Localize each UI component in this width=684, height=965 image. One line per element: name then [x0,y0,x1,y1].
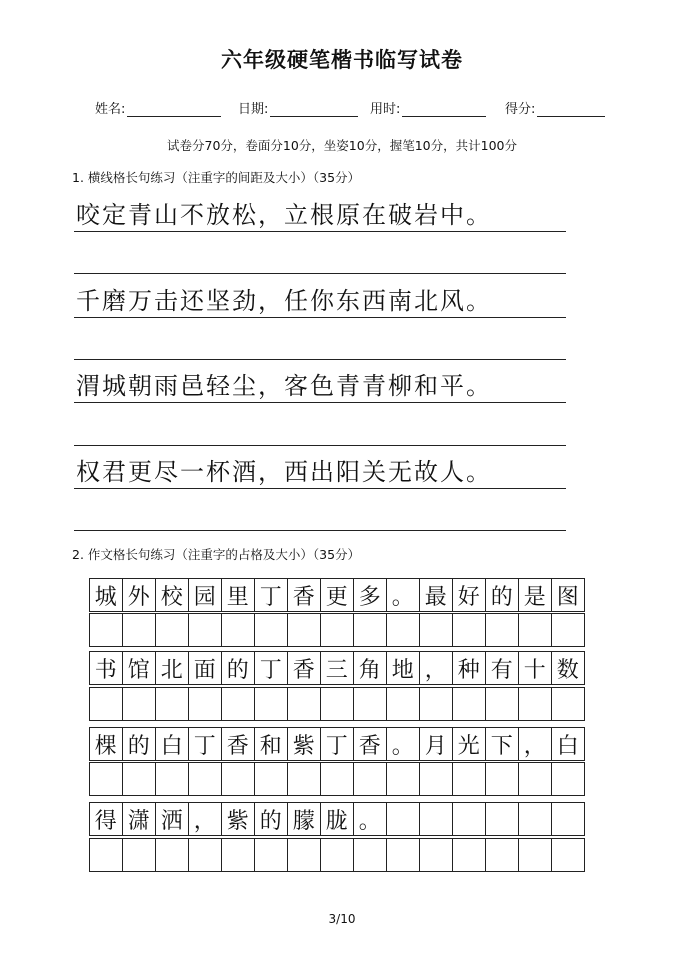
grid-char-cell: 胧 [321,803,354,836]
sample-text-1: 咬定青山不放松，立根原在破岩中。 [76,201,492,229]
grid-char-cell: 丁 [255,652,288,685]
grid-blank-cell[interactable] [519,763,552,796]
grid-char-cell: 香 [222,728,255,761]
baseline [74,359,566,360]
grid-char-cell: 三 [321,652,354,685]
grid-char-cell: 角 [354,652,387,685]
grid-char-cell: 白 [156,728,189,761]
grid-char-cell: 的 [255,803,288,836]
grid-char-cell: 丁 [255,579,288,612]
grid-blank-cell[interactable] [321,839,354,872]
grid-blank-cell[interactable] [387,614,420,647]
name-label: 姓名: [95,102,126,117]
grid-blank-cell[interactable] [189,614,222,647]
grid-char-cell: 紫 [222,803,255,836]
grid-char-cell [420,803,453,836]
score-label: 得分: [505,102,536,117]
baseline [74,317,566,318]
grid-blank-cell[interactable] [552,614,585,647]
grid-char-cell: 下 [486,728,519,761]
grid-blank-cell[interactable] [387,688,420,721]
blank-grid-row-4 [89,838,585,872]
grid-blank-cell[interactable] [420,614,453,647]
grid-blank-cell[interactable] [354,614,387,647]
grid-char-cell: 香 [288,579,321,612]
grid-blank-cell[interactable] [255,839,288,872]
blank-grid-row-3 [89,762,585,796]
grid-blank-cell[interactable] [486,614,519,647]
grid-char-cell: 。 [387,728,420,761]
grid-blank-cell[interactable] [387,763,420,796]
score-field [505,98,605,117]
grid-char-cell: 和 [255,728,288,761]
grid-char-cell: 北 [156,652,189,685]
grid-blank-cell[interactable] [288,688,321,721]
name-field [95,98,221,117]
grid-blank-cell[interactable] [222,763,255,796]
grid-char-cell: 城 [90,579,123,612]
grid-blank-cell[interactable] [189,763,222,796]
blank-grid-row-2 [89,687,585,721]
grid-char-cell [387,803,420,836]
grid-blank-cell[interactable] [123,763,156,796]
sample-grid-row-3 [89,727,585,761]
grid-blank-cell[interactable] [189,839,222,872]
grid-char-cell: 种 [453,652,486,685]
grid-blank-cell[interactable] [90,688,123,721]
grid-blank-cell[interactable] [288,839,321,872]
grid-blank-cell[interactable] [519,688,552,721]
grid-char-cell: 馆 [123,652,156,685]
grid-blank-cell[interactable] [255,763,288,796]
grid-blank-cell[interactable] [156,614,189,647]
grid-blank-cell[interactable] [519,839,552,872]
blank-line-4[interactable] [74,497,566,531]
page-title: 六年级硬笔楷书临写试卷 [221,48,463,72]
grid-blank-cell[interactable] [255,614,288,647]
grid-char-cell: 更 [321,579,354,612]
sample-text-3: 渭城朝雨邑轻尘，客色青青柳和平。 [76,372,492,400]
grid-char-cell: 潇 [123,803,156,836]
grid-char-cell: 数 [552,652,585,685]
grid-char-cell: ， [189,803,222,836]
grid-blank-cell[interactable] [453,839,486,872]
grid-blank-cell[interactable] [552,839,585,872]
date-field [238,98,358,117]
grid-char-cell: 。 [387,579,420,612]
grid-blank-cell[interactable] [222,688,255,721]
grid-blank-cell[interactable] [288,614,321,647]
sample-grid-row-1 [89,578,585,612]
grid-char-cell: 地 [387,652,420,685]
grid-blank-cell[interactable] [255,688,288,721]
grid-blank-cell[interactable] [453,614,486,647]
grid-char-cell: 是 [519,579,552,612]
grid-char-cell: 光 [453,728,486,761]
baseline [74,530,566,531]
time-used-field [370,98,486,117]
baseline [74,445,566,446]
sample-text-2: 千磨万击还坚劲，任你东西南北风。 [76,287,492,315]
section2-heading: 2. 作文格长句练习（注重字的占格及大小）（35分） [72,547,361,562]
blank-line-3[interactable] [74,412,566,446]
grid-char-cell: 朦 [288,803,321,836]
grid-char-cell: 紫 [288,728,321,761]
grid-char-cell [519,803,552,836]
grid-char-cell: 书 [90,652,123,685]
grid-blank-cell[interactable] [123,614,156,647]
grid-blank-cell[interactable] [453,763,486,796]
date-blank[interactable] [270,100,358,117]
sample-text-4: 权君更尽一杯酒，西出阳关无故人。 [76,458,492,486]
grid-blank-cell[interactable] [486,839,519,872]
grid-char-cell: 最 [420,579,453,612]
grid-blank-cell[interactable] [552,763,585,796]
grid-blank-cell[interactable] [321,688,354,721]
section1-heading: 1. 横线格长句练习（注重字的间距及大小）（35分） [72,170,361,185]
grid-char-cell: 丁 [189,728,222,761]
grid-blank-cell[interactable] [156,763,189,796]
grid-blank-cell[interactable] [90,763,123,796]
grid-char-cell: 里 [222,579,255,612]
grid-char-cell [486,803,519,836]
practice-line-2[interactable] [74,284,566,318]
grid-blank-cell[interactable] [321,614,354,647]
grid-blank-cell[interactable] [321,763,354,796]
grid-char-cell [453,803,486,836]
grid-char-cell: ， [519,728,552,761]
grid-char-cell: ， [420,652,453,685]
grid-char-cell: 月 [420,728,453,761]
grid-char-cell: 香 [288,652,321,685]
grid-blank-cell[interactable] [156,839,189,872]
grid-char-cell: 好 [453,579,486,612]
grid-blank-cell[interactable] [420,839,453,872]
grid-blank-cell[interactable] [420,763,453,796]
grid-blank-cell[interactable] [354,688,387,721]
baseline [74,402,566,403]
grid-char-cell: 丁 [321,728,354,761]
practice-line-1[interactable] [74,198,566,232]
grid-blank-cell[interactable] [519,614,552,647]
grid-char-cell: 面 [189,652,222,685]
practice-line-4[interactable] [74,455,566,489]
grid-char-cell [552,803,585,836]
grid-blank-cell[interactable] [420,688,453,721]
grid-blank-cell[interactable] [387,839,420,872]
grid-blank-cell[interactable] [354,839,387,872]
sample-grid-row-4 [89,802,585,836]
grid-char-cell: 。 [354,803,387,836]
grid-blank-cell[interactable] [156,688,189,721]
grid-blank-cell[interactable] [288,763,321,796]
grid-blank-cell[interactable] [486,763,519,796]
name-blank[interactable] [127,100,221,117]
time-used-label: 用时: [370,102,401,117]
blank-grid-row-1 [89,613,585,647]
grid-char-cell: 的 [486,579,519,612]
grid-char-cell: 的 [222,652,255,685]
grid-char-cell: 白 [552,728,585,761]
grid-char-cell: 外 [123,579,156,612]
blank-line-1[interactable] [74,240,566,274]
grid-blank-cell[interactable] [123,839,156,872]
grid-blank-cell[interactable] [354,763,387,796]
grid-blank-cell[interactable] [222,839,255,872]
grid-blank-cell[interactable] [90,839,123,872]
date-label: 日期: [238,102,269,117]
grid-blank-cell[interactable] [123,688,156,721]
grid-char-cell: 校 [156,579,189,612]
blank-line-2[interactable] [74,326,566,360]
grid-char-cell: 十 [519,652,552,685]
grid-char-cell: 有 [486,652,519,685]
grid-char-cell: 图 [552,579,585,612]
grid-char-cell: 得 [90,803,123,836]
baseline [74,231,566,232]
grid-char-cell: 香 [354,728,387,761]
grid-blank-cell[interactable] [90,614,123,647]
grid-blank-cell[interactable] [189,688,222,721]
baseline [74,488,566,489]
grid-char-cell: 园 [189,579,222,612]
baseline [74,273,566,274]
time-used-blank[interactable] [402,100,486,117]
grid-char-cell: 多 [354,579,387,612]
practice-line-3[interactable] [74,369,566,403]
scoring-breakdown: 试卷分70分，卷面分10分，坐姿10分，握笔10分，共计100分 [167,138,517,153]
score-blank[interactable] [537,100,605,117]
grid-char-cell: 的 [123,728,156,761]
grid-char-cell: 棵 [90,728,123,761]
grid-blank-cell[interactable] [486,688,519,721]
page-number: 3/10 [328,912,356,926]
sample-grid-row-2 [89,651,585,685]
grid-blank-cell[interactable] [453,688,486,721]
grid-char-cell: 洒 [156,803,189,836]
grid-blank-cell[interactable] [552,688,585,721]
grid-blank-cell[interactable] [222,614,255,647]
